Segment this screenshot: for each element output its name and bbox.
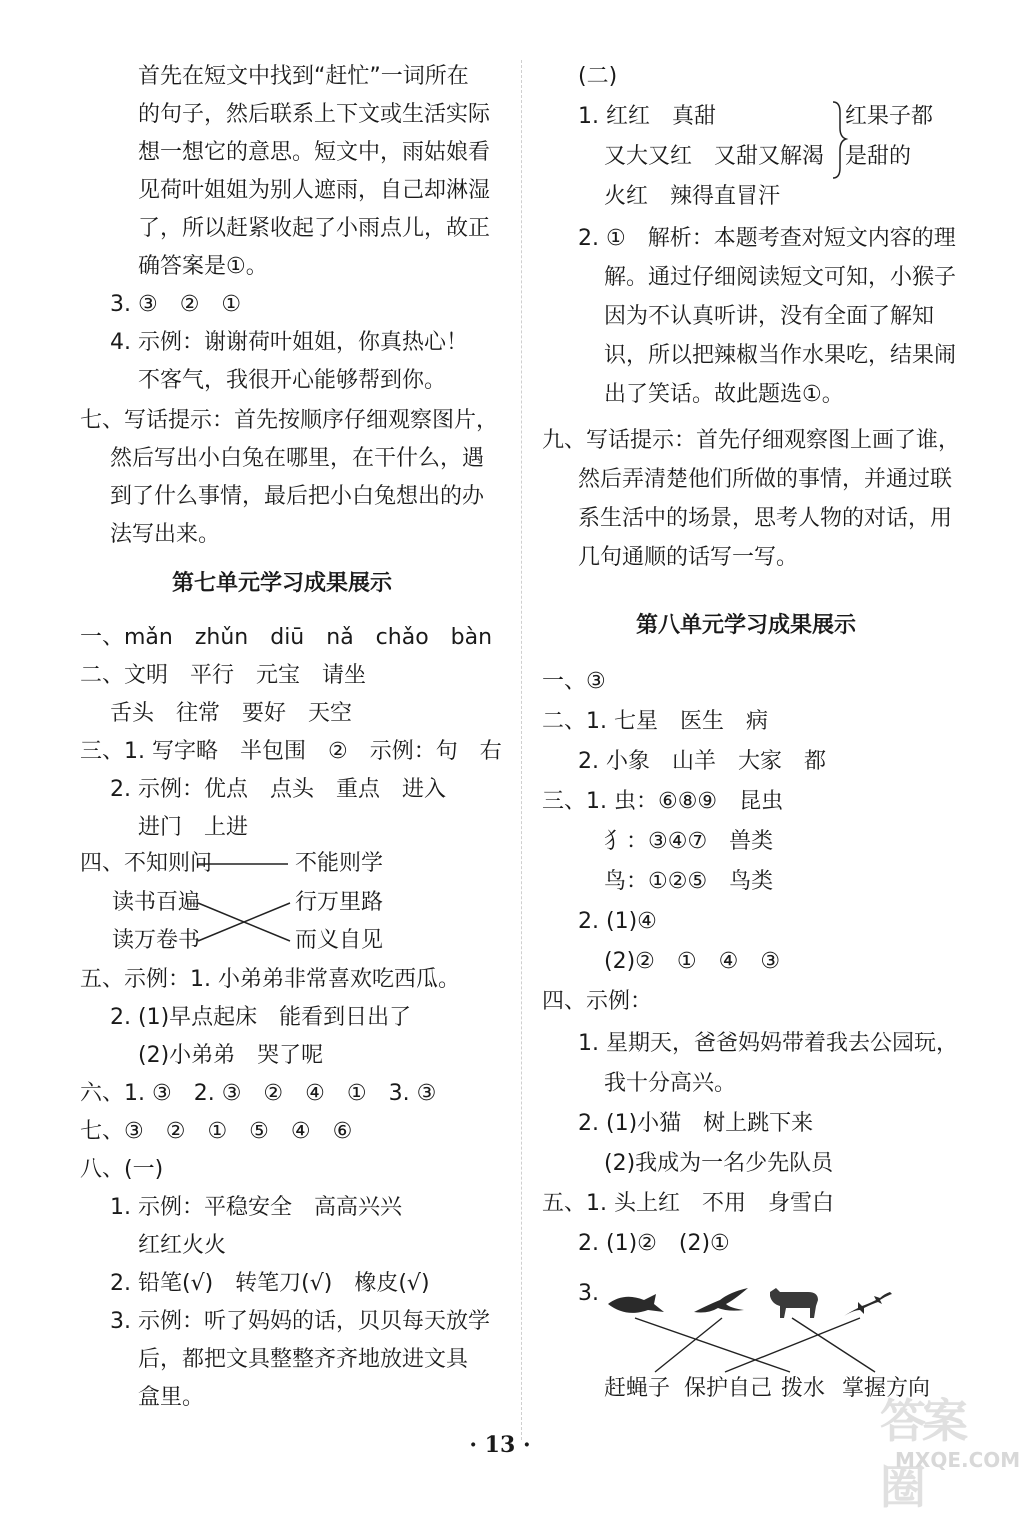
right-text-line: 拨水 [781, 1376, 826, 1401]
fish-icon [606, 1290, 666, 1318]
right-text-line: (2)② ① ④ ③ [604, 949, 781, 974]
left-text-line: 八、(一) [80, 1157, 164, 1182]
left-text-line: 2. (1)早点起床 能看到日出了 [110, 1005, 412, 1030]
left-text-line: 读书百遍 [112, 890, 201, 915]
left-text-line: 一、mǎn zhǔn diū nǎ chǎo bàn [80, 625, 493, 650]
right-text-line: 2. (1)小猫 树上跳下来 [578, 1111, 814, 1136]
watermark-logo: 答案圈 [880, 1394, 964, 1514]
right-text-line: 2. (1)② (2)① [578, 1231, 730, 1256]
right-text-line: 九、写话提示：首先仔细观察图上画了谁， [542, 428, 961, 453]
right-text-line: 2. (1)④ [578, 909, 657, 934]
right-text-line: 一、③ [542, 669, 606, 694]
left-text-line: 3. 示例：听了妈妈的话，贝贝每天放学 [110, 1309, 490, 1334]
right-text-line: 1. 星期天，爸爸妈妈带着我去公园玩， [578, 1031, 958, 1056]
left-text-line: 4. 示例：谢谢荷叶姐姐，你真热心！ [110, 330, 468, 355]
left-text-line: (2)小弟弟 哭了呢 [138, 1043, 324, 1068]
left-text-line: 的句子，然后联系上下文或生活实际 [138, 102, 491, 127]
page-number: · 13 · [469, 1432, 531, 1458]
right-text-line: 2. 小象 山羊 大家 都 [578, 749, 826, 774]
right-text-line: 二、1. 七星 医生 病 [542, 709, 768, 734]
right-text-line: 然后弄清楚他们所做的事情，并通过联 [578, 467, 953, 492]
left-text-line: 七、写话提示：首先按顺序仔细观察图片， [80, 408, 499, 433]
left-text-line: 不客气，我很开心能够帮到你。 [138, 368, 447, 393]
right-text-line: 几句通顺的话写一写。 [578, 545, 799, 570]
left-text-line: 了，所以赶紧收起了小雨点儿，故正 [138, 216, 491, 241]
left-text-line: 舌头 往常 要好 天空 [110, 701, 353, 726]
right-text-line: 出了笑话。故此题选①。 [604, 382, 844, 407]
left-text-line: 四、不知则问 [80, 851, 213, 876]
left-text-line: 盒里。 [138, 1385, 205, 1410]
left-text-line: 2. 铅笔(√) 转笔刀(√) 橡皮(√) [110, 1271, 430, 1296]
right-text-line: 掌握方向 [842, 1376, 931, 1401]
left-text-line: 进门 上进 [138, 815, 249, 840]
right-text-line: 1. 红红 真甜 [578, 104, 716, 129]
right-text-line: 赶蝇子 [604, 1376, 671, 1401]
left-text-line: 首先在短文中找到“赶忙”一词所在 [138, 64, 469, 89]
left-text-line: 3. ③ ② ① [110, 292, 242, 317]
left-text-line: 五、示例：1. 小弟弟非常喜欢吃西瓜。 [80, 967, 460, 992]
right-text-line: 是甜的 [845, 144, 912, 169]
left-text-line: 而义自见 [295, 928, 384, 953]
lizard-icon [840, 1288, 896, 1318]
unit7-heading: 第七单元学习成果展示 [172, 571, 393, 596]
left-text-line: 然后写出小白兔在哪里，在干什么，遇 [110, 446, 485, 471]
left-text-line: 六、1. ③ 2. ③ ② ④ ① 3. ③ [80, 1081, 437, 1106]
right-text-line: 解。通过仔细阅读短文可知，小猴子 [604, 265, 957, 290]
left-text-line: 后，都把文具整整齐齐地放进文具 [138, 1347, 469, 1372]
left-text-line: 读万卷书 [112, 928, 201, 953]
right-text-line: 识，所以把辣椒当作水果吃，结果闹 [604, 343, 957, 368]
right-text-line: 犭：③④⑦ 兽类 [604, 829, 774, 854]
right-text-line: 又大又红 又甜又解渴 [604, 144, 825, 169]
left-text-line: 到了什么事情，最后把小白兔想出的办 [110, 484, 485, 509]
swallow-icon [690, 1286, 750, 1318]
right-text-line: 我十分高兴。 [604, 1071, 737, 1096]
left-text-line: 确答案是①。 [138, 254, 268, 279]
right-text-line: (二) [578, 64, 618, 89]
buffalo-icon [766, 1284, 822, 1320]
left-text-line: 行万里路 [295, 890, 384, 915]
right-text-line: 鸟：①②⑤ 鸟类 [604, 869, 774, 894]
left-text-line: 法写出来。 [110, 522, 221, 547]
left-text-line: 2. 示例：优点 点头 重点 进入 [110, 777, 446, 802]
right-text-line: (2)我成为一名少先队员 [604, 1151, 834, 1176]
right-text-line: 红果子都 [845, 104, 934, 129]
right-text-line: 保护自己 [684, 1376, 773, 1401]
left-text-line: 二、文明 平行 元宝 请坐 [80, 663, 367, 688]
unit8-heading: 第八单元学习成果展示 [636, 613, 857, 638]
right-text-line: 系生活中的场景，思考人物的对话，用 [578, 506, 953, 531]
left-text-line: 红红火火 [138, 1233, 227, 1258]
right-text-line: 三、1. 虫：⑥⑧⑨ 昆虫 [542, 789, 784, 814]
left-text-line: 三、1. 写字略 半包围 ② 示例：句 右 [80, 739, 502, 764]
right-text-line: 因为不认真听讲，没有全面了解知 [604, 304, 935, 329]
right-text-line: 五、1. 头上红 不用 身雪白 [542, 1191, 834, 1216]
left-text-line: 1. 示例：平稳安全 高高兴兴 [110, 1195, 402, 1220]
right-text-line: 火红 辣得直冒汗 [604, 184, 781, 209]
left-text-line: 想一想它的意思。短文中，雨姑娘看 [138, 140, 491, 165]
left-text-line: 七、③ ② ① ⑤ ④ ⑥ [80, 1119, 353, 1144]
right-text-line: 四、示例： [542, 989, 653, 1014]
left-text-line: 不能则学 [295, 851, 384, 876]
watermark-url: MXQE.COM [895, 1448, 1020, 1472]
right-text-line: 3. [578, 1281, 599, 1306]
left-text-line: 见荷叶姐姐为别人遮雨，自己却淋湿 [138, 178, 491, 203]
right-text-line: 2. ① 解析：本题考查对短文内容的理 [578, 226, 956, 251]
